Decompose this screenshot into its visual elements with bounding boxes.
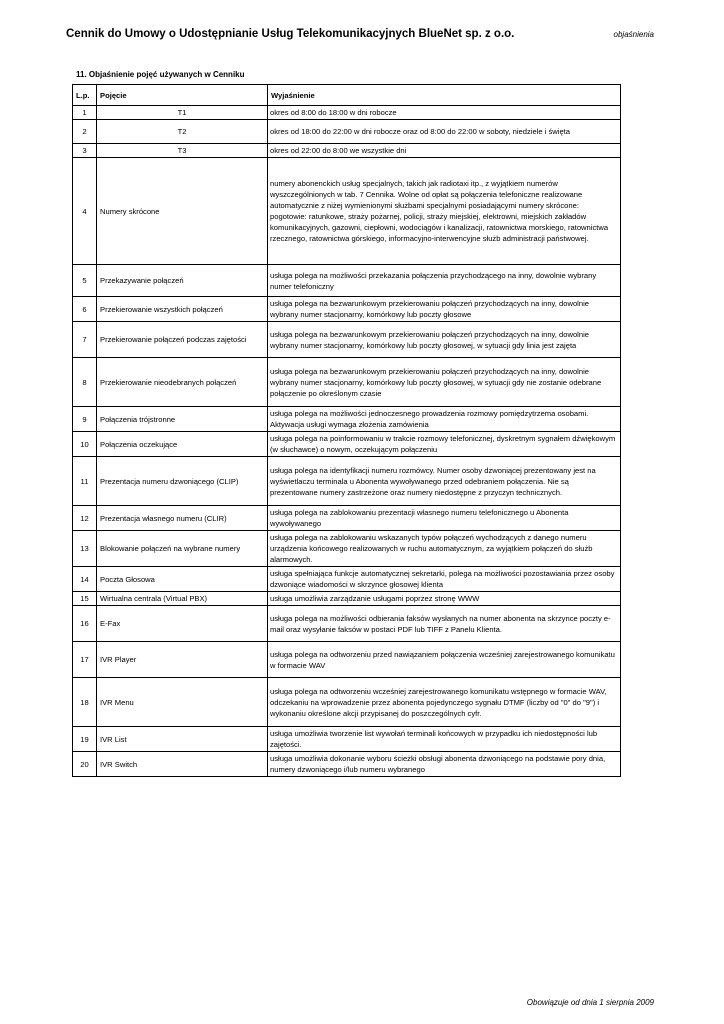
row-term: Połączenia trójstronne	[97, 407, 268, 432]
table-row	[73, 506, 621, 531]
row-number: 11	[73, 457, 97, 506]
row-explanation: numery abonenckich usług specjalnych, takich jak radiotaxi itp., z wyjątkiem numerów wyszczególnionych w tab. 7 Cennika. Wolne od opłat są połączenia telefoniczne realizowane automatycznie z niżej wymienionymi służbami specjalnymi posiadającymi numery skrócone: pogotowie: ratunkowe, straży pożarnej, policji, straży miejskiej, elektrowni, miejskich zakładów komunikacyjnych, gazowni, ciepłowni, wodociągów i kanalizacji, ratownictwa morskiego, ratownictwa rzecznego, ratownictwa górskiego, informacyjno-interwencyjne służb administracji państwowej.	[268, 158, 621, 265]
row-number: 15	[73, 592, 97, 606]
row-explanation: usługa polega na identyfikacji numeru rozmówcy. Numer osoby dzwoniącej prezentowany jest na wyświetlaczu terminala u Abonenta wywoływanego przed odebraniem połączenia. Nie są prezentowane numery zastrzeżone oraz numery niedostępne z przyczyn technicznych.	[268, 457, 621, 506]
row-explanation: usługa polega na poinformowaniu w trakcie rozmowy telefonicznej, dyskretnym sygnałem dźwiękowym (w słuchawce) o nowym, oczekującym połączeniu	[268, 432, 621, 457]
table-row	[73, 432, 621, 457]
table-row	[73, 297, 621, 322]
row-number: 20	[73, 752, 97, 777]
row-term: IVR List	[97, 727, 268, 752]
row-term: Numery skrócone	[97, 158, 268, 265]
row-explanation: usługa polega na zablokowaniu wskazanych typów połączeń wychodzących z danego numeru urządzenia końcowego realizowanych w ruchu automatycznym, za wyjątkiem połączeń do służb alarmowych.	[268, 531, 621, 567]
row-explanation: usługa polega na możliwości przekazania połączenia przychodzącego na inny, dowolnie wybrany numer telefoniczny	[268, 265, 621, 297]
table-row	[73, 358, 621, 407]
row-term: IVR Switch	[97, 752, 268, 777]
row-explanation: usługa polega na możliwości jednoczesnego prowadzenia rozmowy pomiędzytrzema osobami. Aktywacja usługi wymaga złożenia zamówienia	[268, 407, 621, 432]
table-row	[73, 606, 621, 642]
row-term: Przekazywanie połączeń	[97, 265, 268, 297]
table-row	[73, 567, 621, 592]
row-term: IVR Menu	[97, 678, 268, 727]
row-number: 14	[73, 567, 97, 592]
table-row	[73, 642, 621, 678]
table-row	[73, 678, 621, 727]
row-number: 17	[73, 642, 97, 678]
row-term: T1	[97, 106, 268, 120]
row-explanation: usługa polega na bezwarunkowym przekierowaniu połączeń przychodzących na inny, dowolnie wybrany numer stacjonarny, komórkowy lub poczty głosowe	[268, 297, 621, 322]
table-row	[73, 531, 621, 567]
row-explanation: usługa polega na zablokowaniu prezentacji własnego numeru telefonicznego u Abonenta wywoływanego	[268, 506, 621, 531]
validity-footer: Obowiązuje od dnia 1 sierpnia 2009	[526, 998, 654, 1007]
table-row	[73, 407, 621, 432]
definitions-table	[72, 84, 621, 777]
row-number: 12	[73, 506, 97, 531]
row-explanation: okres od 8:00 do 18:00 w dni robocze	[268, 106, 621, 120]
table-row	[73, 144, 621, 158]
row-term: Przekierowanie wszystkich połączeń	[97, 297, 268, 322]
table-row	[73, 106, 621, 120]
table-row	[73, 752, 621, 777]
table-row	[73, 322, 621, 358]
row-term: E-Fax	[97, 606, 268, 642]
row-number: 8	[73, 358, 97, 407]
row-term: T3	[97, 144, 268, 158]
table-row	[73, 158, 621, 265]
header-explanation: Wyjaśnienie	[268, 85, 621, 106]
row-term: Poczta Głosowa	[97, 567, 268, 592]
row-number: 6	[73, 297, 97, 322]
row-explanation: usługa spełniająca funkcje automatycznej sekretarki, polega na możliwości pozostawiania przez osoby dzwoniące wiadomości w skrzynce głosowej klienta	[268, 567, 621, 592]
row-explanation: usługa umożliwia dokonanie wyboru ścieżki obsługi abonenta dzwoniącego na podstawie pory dnia, numery dzwoniącego i/lub numeru wybranego	[268, 752, 621, 777]
row-number: 4	[73, 158, 97, 265]
row-term: Prezentacja własnego numeru (CLIR)	[97, 506, 268, 531]
table-row	[73, 727, 621, 752]
table-header-row	[73, 85, 621, 106]
row-number: 16	[73, 606, 97, 642]
row-number: 7	[73, 322, 97, 358]
row-explanation: usługa polega na odtworzeniu wcześniej zarejestrowanego komunikatu wstępnego w formacie WAV, odczekaniu na wprowadzenie przez abonenta pojedynczego sygnału DTMF (liczby od "0" do "9") i wykonaniu określone akcji przypisanej do poszczególnych cyfr.	[268, 678, 621, 727]
row-explanation: usługa umożliwia zarządzanie usługami poprzez stronę WWW	[268, 592, 621, 606]
row-number: 10	[73, 432, 97, 457]
row-term: Przekierowanie połączeń podczas zajętości	[97, 322, 268, 358]
row-term: Przekierowanie nieodebranych połączeń	[97, 358, 268, 407]
row-term: IVR Player	[97, 642, 268, 678]
row-number: 2	[73, 120, 97, 144]
header-lp: L.p.	[73, 85, 97, 106]
row-number: 9	[73, 407, 97, 432]
row-explanation: usługa umożliwia tworzenie list wywołań terminali końcowych w przypadku ich niedostępności lub zajętości.	[268, 727, 621, 752]
table-row	[73, 457, 621, 506]
table-row	[73, 265, 621, 297]
row-explanation: usługa polega na bezwarunkowym przekierowaniu połączeń przychodzących na inny, dowolnie wybrany numer stacjonarny, komórkowy lub poczty głosowej, w sytuacji gdy linia jest zajęta	[268, 322, 621, 358]
row-explanation: usługa polega na możliwości odbierania faksów wysłanych na numer abonenta na skrzynce poczty e-mail oraz wysyłanie faksów w postaci PDF lub TIFF z Panelu Klienta.	[268, 606, 621, 642]
row-term: Prezentacja numeru dzwoniącego (CLIP)	[97, 457, 268, 506]
row-number: 18	[73, 678, 97, 727]
table-row	[73, 120, 621, 144]
row-number: 1	[73, 106, 97, 120]
document-title: Cennik do Umowy o Udostępnianie Usług Telekomunikacyjnych BlueNet sp. z o.o.	[66, 28, 515, 40]
row-explanation: usługa polega na odtworzeniu przed nawiązaniem połączenia wcześniej zarejestrowanego komunikatu w formacie WAV	[268, 642, 621, 678]
row-explanation: okres od 22:00 do 8:00 we wszystkie dni	[268, 144, 621, 158]
row-explanation: okres od 18:00 do 22:00 w dni robocze oraz od 8:00 do 22:00 w soboty, niedziele i święta	[268, 120, 621, 144]
row-term: Połączenia oczekujące	[97, 432, 268, 457]
row-explanation: usługa polega na bezwarunkowym przekierowaniu połączeń przychodzących na inny, dowolnie wybrany numer stacjonarny, komórkowy lub poczty głosowej, w sytuacji gdy nie zostanie odebrane połączenie po określonym czasie	[268, 358, 621, 407]
row-number: 19	[73, 727, 97, 752]
row-term: Wirtualna centrala (Virtual PBX)	[97, 592, 268, 606]
document-section-tag: objaśnienia	[613, 30, 654, 39]
row-term: Blokowanie połączeń na wybrane numery	[97, 531, 268, 567]
table-row	[73, 592, 621, 606]
row-number: 5	[73, 265, 97, 297]
row-term: T2	[97, 120, 268, 144]
row-number: 13	[73, 531, 97, 567]
section-heading: 11. Objaśnienie pojęć używanych w Cenniku	[76, 70, 245, 79]
row-number: 3	[73, 144, 97, 158]
header-term: Pojęcie	[97, 85, 268, 106]
